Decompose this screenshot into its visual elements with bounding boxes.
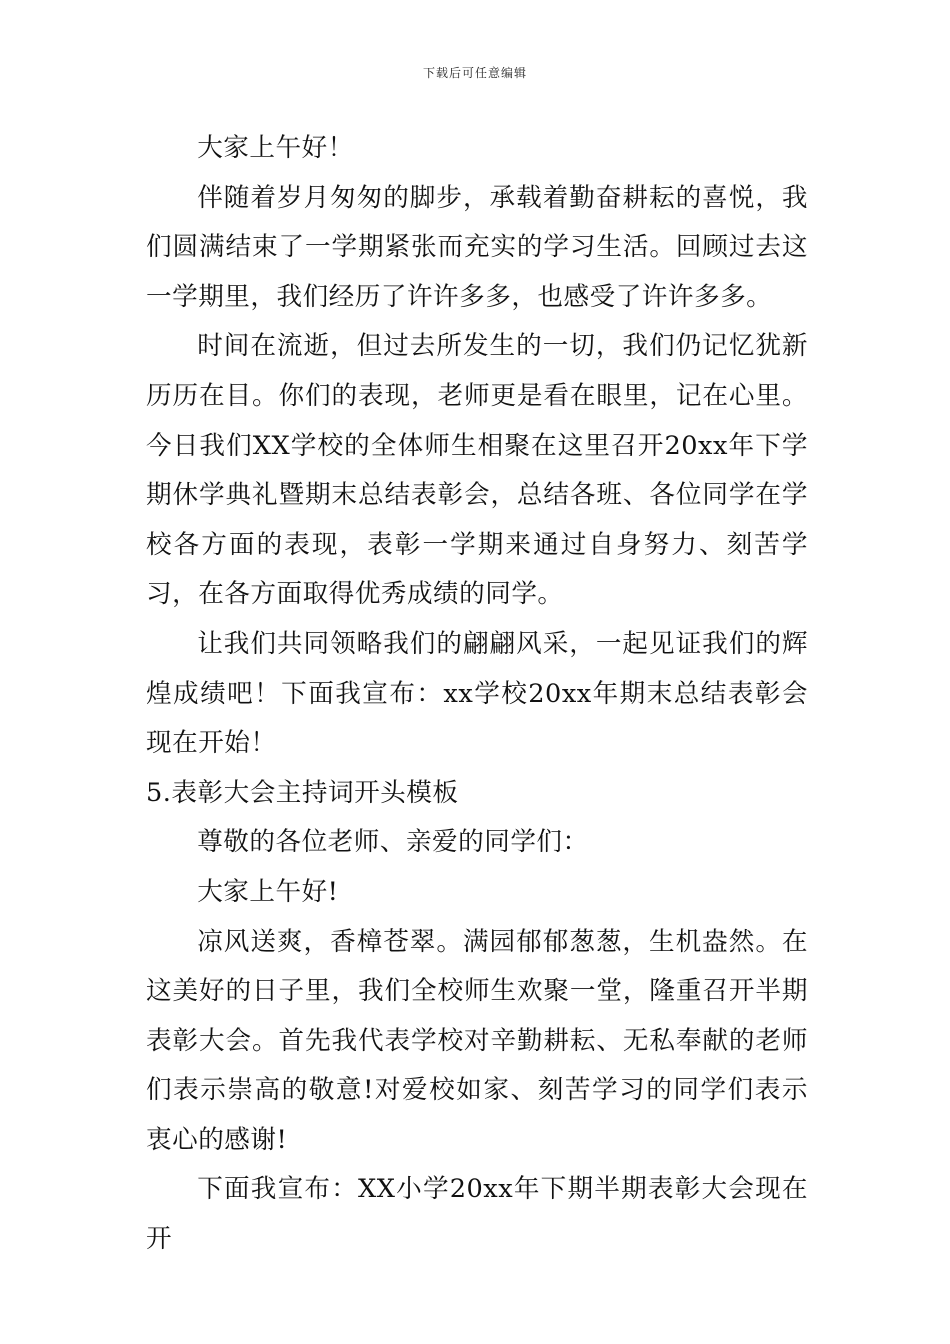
body-paragraph: 让我们共同领略我们的翩翩风采，一起见证我们的辉煌成绩吧！下面我宣布：xx学校20xx年期末总结表彰会现在开始！: [146, 628, 808, 759]
greeting-paragraph: 大家上午好!: [197, 876, 339, 907]
page-header-note: 下载后可任意编辑: [422, 66, 527, 80]
salutation-paragraph: 尊敬的各位老师、亲爱的同学们：: [197, 827, 589, 858]
body-paragraph: 时间在流逝，但过去所发生的一切，我们仍记忆犹新历历在目。你们的表现，老师更是看在眼里，记在心里。今日我们XX学校的全体师生相聚在这里召开20xx年下学期休学典礼暨期末总结表彰会，总结各班、各位同学在学校各方面的表现，表彰一学期来通过自身努力、刻苦学习，在各方面取得优秀成绩的同学。: [146, 331, 808, 610]
section-heading: 5.表彰大会主持词开头模板: [146, 777, 459, 808]
body-paragraph: 下面我宣布：XX小学20xx年下期半期表彰大会现在开: [146, 1174, 808, 1255]
document-body: [146, 124, 808, 1265]
body-paragraph: 伴随着岁月匆匆的脚步，承载着勤奋耕耘的喜悦，我们圆满结束了一学期紧张而充实的学习生活。回顾过去这一学期里，我们经历了许许多多，也感受了许许多多。: [146, 182, 808, 312]
body-paragraph: 凉风送爽，香樟苍翠。满园郁郁葱葱，生机盎然。在这美好的日子里，我们全校师生欢聚一堂，隆重召开半期表彰大会。首先我代表学校对辛勤耕耘、无私奉献的老师们表示崇高的敬意!对爱校如家、刻苦学习的同学们表示衷心的感谢!: [146, 926, 808, 1155]
greeting-paragraph: 大家上午好！: [197, 133, 354, 163]
